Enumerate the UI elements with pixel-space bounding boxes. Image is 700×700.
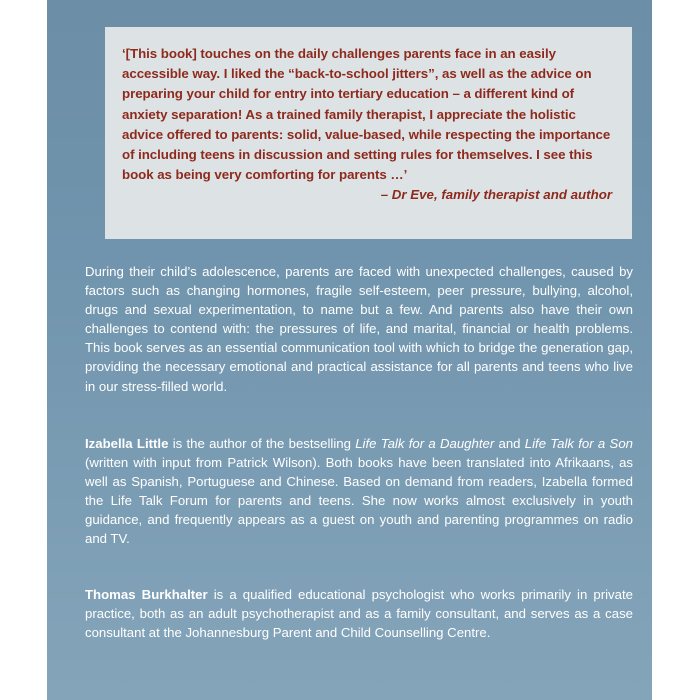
book-title: Life Talk for a Son: [524, 436, 633, 451]
author-name: Thomas Burkhalter: [85, 587, 208, 602]
testimonial-quote: ‘[This book] touches on the daily challenges parents face in an easily accessible way. I liked the “back-to-school jitters”, as well as the advice on preparing your child for entry into tertiary education – a different kind of anxiety separation! As a trained family therapist, I appreciate the holistic advice offered to parents: solid, value-based, while respecting the importance of including teens in discussion and setting rules for themselves. I see this book as being very comforting for parents …’: [122, 46, 611, 183]
author-bio-thomas: [85, 585, 633, 642]
author-bio-izabella: [85, 434, 633, 549]
testimonial-attribution: – Dr Eve, family therapist and author: [380, 187, 612, 203]
bio-text: (written with input from Patrick Wilson). Both books have been translated into Afrikaans, as well as Spanish, Portuguese and Chinese. Based on demand from readers, Izabella formed the Life Talk Forum for parents and teens. She now works almost exclusively in youth guidance, and frequently appears as a guest on youth and parenting programmes on radio and TV.: [85, 455, 633, 547]
book-description: During their child’s adolescence, parents are faced with unexpected challenges, caused by factors such as changing hormones, fragile self-esteem, peer pressure, bullying, alcohol, drugs and sexual experimentation, to name but a few. And parents also have their own challenges to contend with: the pressures of life, and marital, financial or health problems. This book serves as an essential communication tool with which to bridge the generation gap, providing the necessary emotional and practical assistance for all parents and teens who live in our stress-filled world.: [85, 264, 633, 394]
bio-text: is a qualified educational psychologist who works primarily in private practice, both as an adult psychotherapist and as a family consultant, and serves as a case consultant at the Johannesburg Parent and Child Counselling Centre.: [85, 587, 633, 641]
author-name: Izabella Little: [85, 436, 169, 451]
back-cover: [47, 0, 652, 700]
bio-text: and: [494, 436, 525, 451]
bio-text: is the author of the bestselling: [168, 436, 356, 451]
book-title: Life Talk for a Daughter: [355, 436, 495, 451]
testimonial-box: [105, 27, 632, 239]
